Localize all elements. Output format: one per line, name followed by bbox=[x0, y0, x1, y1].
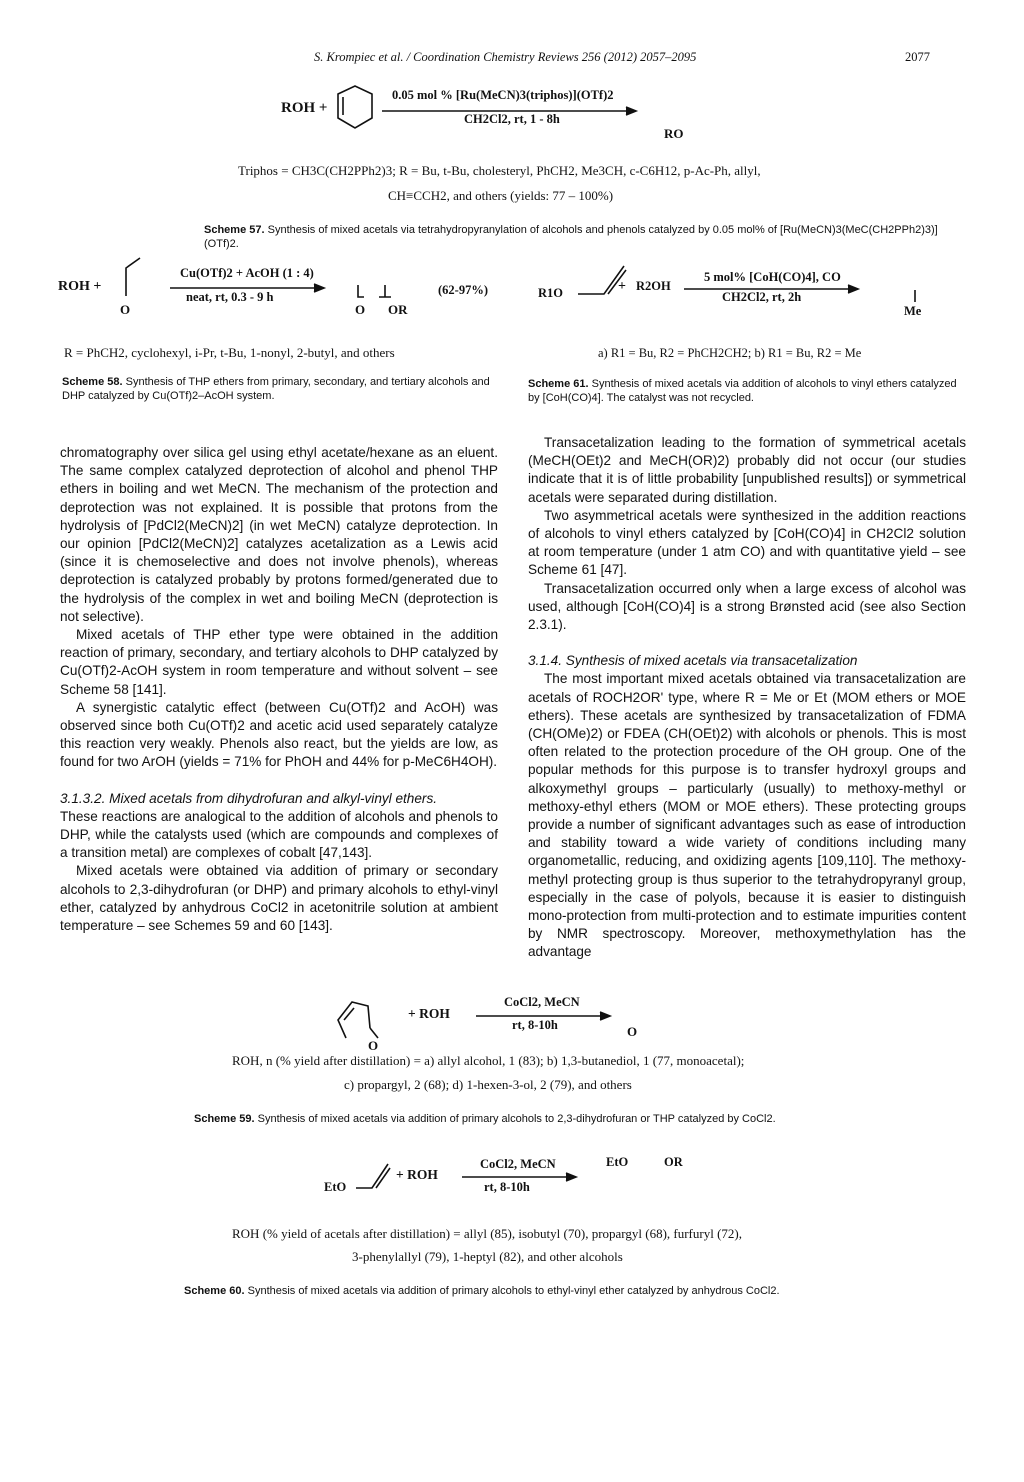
scheme59-caption-text: Synthesis of mixed acetals via addition of primary alcohols to 2,3-dihydrofuran or THP catalyzed by CoCl2. bbox=[257, 1113, 776, 1125]
scheme57-caption-label: Scheme 57. bbox=[204, 224, 265, 236]
scheme60-conditions-top: CoCl2, MeCN bbox=[480, 1157, 556, 1171]
scheme59-dihydrofuran-ring bbox=[336, 998, 386, 1048]
scheme58-note: R = PhCH2, cyclohexyl, i-Pr, t-Bu, 1-nonyl, 2-butyl, and others bbox=[64, 345, 395, 360]
left-paragraph-5: Mixed acetals were obtained via addition of primary or secondary alcohols to 2,3-dihydrofuran (or DHP) and primary alcohols to ethyl-vinyl ether, catalyzed by anhydrous CoCl2 in acetonitrile solution at ambient temperature – see Schemes 59 and 60 [143]. bbox=[60, 863, 498, 934]
scheme58-conditions-bottom: neat, rt, 0.3 - 9 h bbox=[186, 290, 274, 304]
right-column bbox=[528, 434, 966, 962]
scheme59-conditions-top: CoCl2, MeCN bbox=[504, 995, 580, 1009]
scheme57-conditions-top: 0.05 mol % [Ru(MeCN)3(triphos)](OTf)2 bbox=[392, 88, 614, 102]
scheme59-conditions-bottom: rt, 8-10h bbox=[512, 1018, 558, 1032]
scheme57-product: RO bbox=[664, 126, 684, 141]
scheme61-product-bond bbox=[913, 290, 919, 304]
scheme58-caption-label: Scheme 58. bbox=[62, 376, 123, 388]
scheme59-note-line2: c) propargyl, 2 (68); d) 1-hexen-3-ol, 2 (79), and others bbox=[344, 1077, 632, 1092]
scheme58-yield: (62-97%) bbox=[438, 283, 488, 297]
scheme61-caption-text: Synthesis of mixed acetals via addition of alcohols to vinyl ethers catalyzed by [CoH(CO)4]. The catalyst was not recycled. bbox=[528, 378, 957, 404]
scheme60-caption bbox=[184, 1284, 964, 1298]
scheme60-reactant: EtO bbox=[324, 1180, 347, 1194]
scheme61-conditions-bottom: CH2Cl2, rt, 2h bbox=[722, 290, 802, 304]
scheme61-caption bbox=[528, 377, 964, 405]
scheme59-ring-o: O bbox=[368, 1038, 379, 1053]
scheme58-reactant: ROH + bbox=[58, 279, 102, 294]
left-paragraph-3: A synergistic catalytic effect (between Cu(OTf)2 and AcOH) was observed since both Cu(OTf)2 and acetic acid used separately catalyze this reaction very weakly. Phenols also react, but the yields are low, as found for two ArOH (yields = 71% for PhOH and 44% for p-MeC6H4OH). bbox=[60, 699, 498, 770]
scheme59-caption bbox=[194, 1112, 964, 1126]
scheme59-note-line1: ROH, n (% yield after distillation) = a) allyl alcohol, 1 (83); b) 1,3-butanediol, 1 (77, monoacetal); bbox=[232, 1053, 745, 1068]
scheme60-product-eto: EtO bbox=[606, 1155, 629, 1169]
scheme57-conditions-bottom: CH2Cl2, rt, 1 - 8h bbox=[464, 112, 560, 126]
scheme61-plus: + bbox=[618, 279, 626, 294]
right-paragraph-1: Transacetalization leading to the formation of symmetrical acetals (MeCH(OEt)2 and MeCH(OR)2) probably did not occur (our studies indicate that it is of little probability [unpublished results]) or symmetrical acetals were separated during distillation. bbox=[528, 435, 966, 505]
page-number: 2077 bbox=[905, 50, 930, 64]
scheme60-ethyl-vinyl-ether-structure bbox=[352, 1160, 392, 1196]
scheme58-caption-text: Synthesis of THP ethers from primary, secondary, and tertiary alcohols and DHP catalyzed by Cu(OTf)2–AcOH system. bbox=[62, 376, 490, 402]
scheme61-conditions-top: 5 mol% [CoH(CO)4], CO bbox=[704, 270, 841, 284]
scheme57-note-line2: CH≡CCH2, and others (yields: 77 – 100%) bbox=[388, 188, 614, 203]
scheme58-product-structure bbox=[355, 283, 415, 303]
left-paragraph-2: Mixed acetals of THP ether type were obtained in the addition reaction of primary, secondary, and tertiary alcohols to DHP catalyzed by Cu(OTf)2-AcOH system in room temperature and without solvent – see Scheme 58 [141]. bbox=[60, 627, 498, 697]
scheme57-note-line1: Triphos = CH3C(CH2PPh2)3; R = Bu, t-Bu, cholesteryl, PhCH2, Me3CH, c-C6H12, p-Ac-Ph, allyl, bbox=[238, 163, 761, 178]
running-header: S. Krompiec et al. / Coordination Chemistry Reviews 256 (2012) 2057–2095 bbox=[314, 50, 697, 64]
left-paragraph-4: These reactions are analogical to the addition of alcohols and phenols to DHP, while the catalysts used (which are compounds and complexes of a transition metal) are complexes of cobalt [47,143]. bbox=[60, 808, 498, 861]
scheme58-product-or: OR bbox=[388, 302, 408, 317]
scheme61-caption-label: Scheme 61. bbox=[528, 378, 589, 390]
scheme61-reactant2: R2OH bbox=[636, 279, 671, 293]
right-paragraph-2: Two asymmetrical acetals were synthesized in the addition reactions of alcohols to vinyl ethers catalyzed by [CoH(CO)4] in CH2Cl2 solution at room temperature (under 1 atm CO) and with quantitative yield – see Scheme 61 [47]. bbox=[528, 507, 966, 578]
scheme60-caption-text: Synthesis of mixed acetals via addition of primary alcohols to ethyl-vinyl ether catalyzed by anhydrous CoCl2. bbox=[247, 1285, 780, 1297]
scheme59-caption-label: Scheme 59. bbox=[194, 1113, 255, 1125]
scheme58-conditions-top: Cu(OTf)2 + AcOH (1 : 4) bbox=[180, 266, 314, 280]
scheme59-product-o: O bbox=[627, 1024, 638, 1039]
right-paragraph-3: Transacetalization occurred only when a large excess of alcohol was used, although [CoH(CO)4] is a strong Brønsted acid (see also Section 2.3.1). bbox=[528, 580, 966, 633]
scheme58-dhp-ring bbox=[110, 256, 160, 306]
scheme59-plus-roh: + ROH bbox=[408, 1006, 450, 1021]
scheme57-reactant: ROH + bbox=[281, 100, 328, 116]
scheme61-product: Me bbox=[904, 304, 922, 318]
scheme60-plus-roh: + ROH bbox=[396, 1167, 438, 1182]
scheme60-product-or: OR bbox=[664, 1155, 683, 1169]
left-column bbox=[60, 444, 498, 935]
scheme60-note-line2: 3-phenylallyl (79), 1-heptyl (82), and other alcohols bbox=[352, 1249, 623, 1264]
scheme60-conditions-bottom: rt, 8-10h bbox=[484, 1180, 530, 1194]
scheme57-dhp-ring bbox=[330, 84, 380, 134]
scheme58-ring-o: O bbox=[120, 302, 131, 317]
scheme58-product-o: O bbox=[355, 302, 366, 317]
scheme61-note: a) R1 = Bu, R2 = PhCH2CH2; b) R1 = Bu, R2 = Me bbox=[598, 346, 862, 360]
scheme57-caption-text: Synthesis of mixed acetals via tetrahydropyranylation of alcohols and phenols catalyzed by 0.05 mol% of [Ru(MeCN)3(MeC(CH2PPh2)3)](OTf)2. bbox=[204, 224, 938, 250]
scheme60-caption-label: Scheme 60. bbox=[184, 1285, 245, 1297]
right-paragraph-4: The most important mixed acetals obtained via transacetalization are acetals of ROCH2OR' type, where R = Me or Et (MOM ethers or MOE ethers). These acetals are synthesized by transacetalization of FDMA (CH(OMe)2) or FDEA (CH(OEt)2) with alcohols or phenols. This is most often related to the protection procedure of the OH group. One of the popular methods for this purpose is to transfer hydroxyl groups and alkoxymethyl groups – particularly (usually) to methoxy-methyl or methoxy-ethyl ethers (MOM or MOE ethers). These protecting groups provide a number of significant advantages such as ease of introduction and stability toward a wide variety of conditions including many organometallic, reducing, and oxidizing agents [109,110]. The methoxy-methyl protecting group is thus superior to the tetrahydropyranyl group, especially in the case of polyols, because it is easier to distinguish mono-protection from multi-protection and to estimate impurities content by NMR spectroscopy. Moreover, methoxymethylation has the advantage bbox=[528, 671, 966, 960]
scheme61-reactant1: R1O bbox=[538, 286, 563, 300]
section-heading-3-1-3-2: 3.1.3.2. Mixed acetals from dihydrofuran and alkyl-vinyl ethers. bbox=[60, 790, 438, 806]
scheme58-caption bbox=[62, 375, 498, 403]
left-paragraph-1: chromatography over silica gel using ethyl acetate/hexane as an eluent. The same complex catalyzed deprotection of alcohol and phenol THP ethers in boiling and wet MeCN. The mechanism of the protection and deprotection was not explained. It is possible that protons from the hydrolysis of [PdCl2(MeCN)2] (in wet MeCN) catalyze deprotection. In our opinion [PdCl2(MeCN)2] catalyzes acetalization as a Lewis acid (since it is chemoselective and does not involve phenols), whereas deprotection is catalyzed probably by protons formed/generated due to the hydrolysis of the complex in wet and boiling MeCN (deprotection is not selective). bbox=[60, 445, 498, 624]
scheme60-note-line1: ROH (% yield of acetals after distillation) = allyl (85), isobutyl (70), propargyl (68), furfuryl (72), bbox=[232, 1226, 742, 1241]
scheme57-caption bbox=[204, 223, 964, 251]
section-heading-3-1-4: 3.1.4. Synthesis of mixed acetals via transacetalization bbox=[528, 653, 858, 669]
